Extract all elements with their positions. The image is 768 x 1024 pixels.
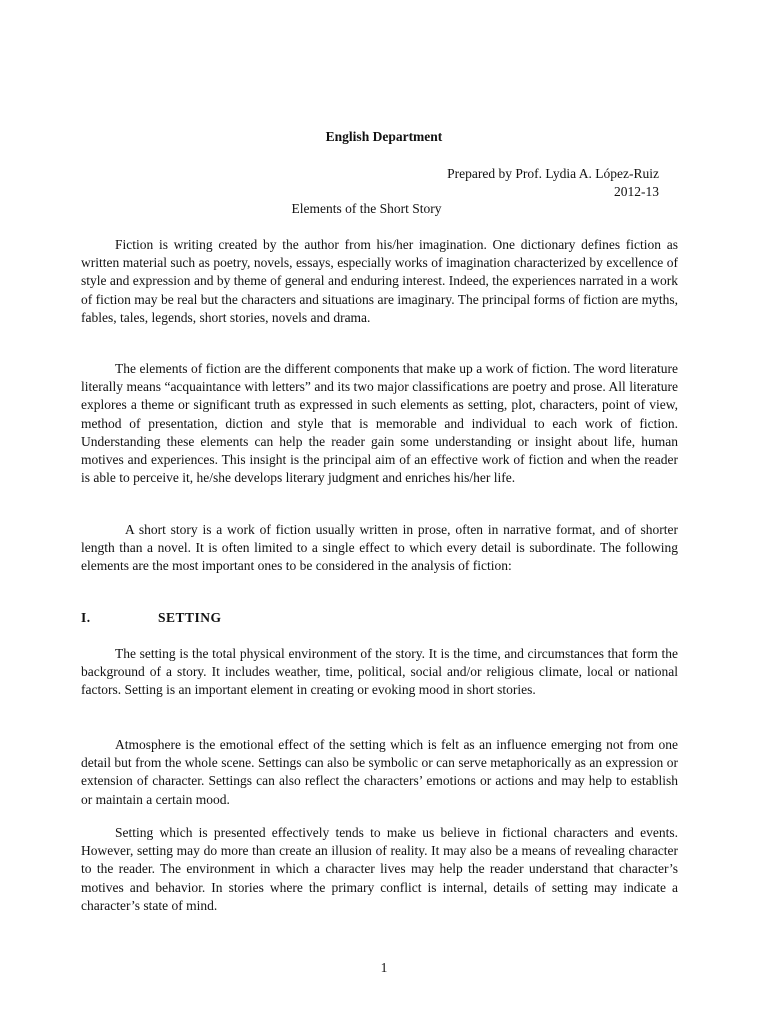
department-title: English Department [325, 129, 443, 144]
intro-paragraph-fiction: Fiction is writing created by the author from his/her imagination. One dictionary defines fiction as written material such as poetry, novels, essays, especially works of imagination characterized by excellence of style and expression and by theme of general and enduring interest. Indeed, the experiences narrated in a work of fiction may be real but the characters and situations are imaginary. The principal forms of fiction are myths, fables, tales, legends, short stories, novels and drama. [81, 237, 678, 325]
setting-paragraph-atmosphere: Atmosphere is the emotional effect of the setting which is felt as an influence emerging not from one detail but from the whole scene. Settings can also be symbolic or can serve metaphorically as an expression or extension of character. Settings can also reflect the characters’ emotions or actions and may help to establish or maintain a certain mood. [81, 737, 678, 807]
section-number: I. [81, 610, 91, 625]
setting-paragraph-effect: Setting which is presented effectively tends to make us believe in fictional characters and events. However, setting may do more than create an illusion of reality. It may also be a means of revealing character to the reader. The environment in which a character lives may help the reader understand that character’s motives and behavior. In stories where the primary conflict is internal, details of setting may indicate a character’s state of mind. [81, 825, 678, 913]
academic-year: 2012-13 [614, 184, 659, 199]
setting-paragraph-definition: The setting is the total physical environment of the story. It is the time, and circumstances that form the background of a story. It includes weather, time, political, social and/or religious climate, local or national factors. Setting is an important element in creating or evoking mood in short stories. [81, 646, 678, 698]
section-title: SETTING [158, 610, 222, 625]
page-number: 1 [380, 960, 388, 975]
intro-paragraph-elements: The elements of fiction are the different components that make up a work of fiction. The word literature literally means “acquaintance with letters” and its two major classifications are poetry and prose. All literature explores a theme or significant truth as expressed in such elements as setting, plot, characters, point of view, method of presentation, diction and style that is memorable and individual to each work of fiction. Understanding these elements can help the reader gain some understanding or insight about life, human motives and experiences. This insight is the principal aim of an effective work of fiction and when the reader is able to perceive it, he/she develops literary judgment and enriches his/her life. [81, 361, 678, 486]
prepared-by: Prepared by Prof. Lydia A. López-Ruiz [447, 166, 659, 181]
intro-paragraph-short-story: A short story is a work of fiction usually written in prose, often in narrative format, and of shorter length than a novel. It is often limited to a single effect to which every detail is subordinate. The following elements are the most important ones to be considered in the analysis of fiction: [81, 522, 678, 574]
author-block [0, 165, 659, 201]
document-subtitle: Elements of the Short Story [291, 201, 442, 216]
